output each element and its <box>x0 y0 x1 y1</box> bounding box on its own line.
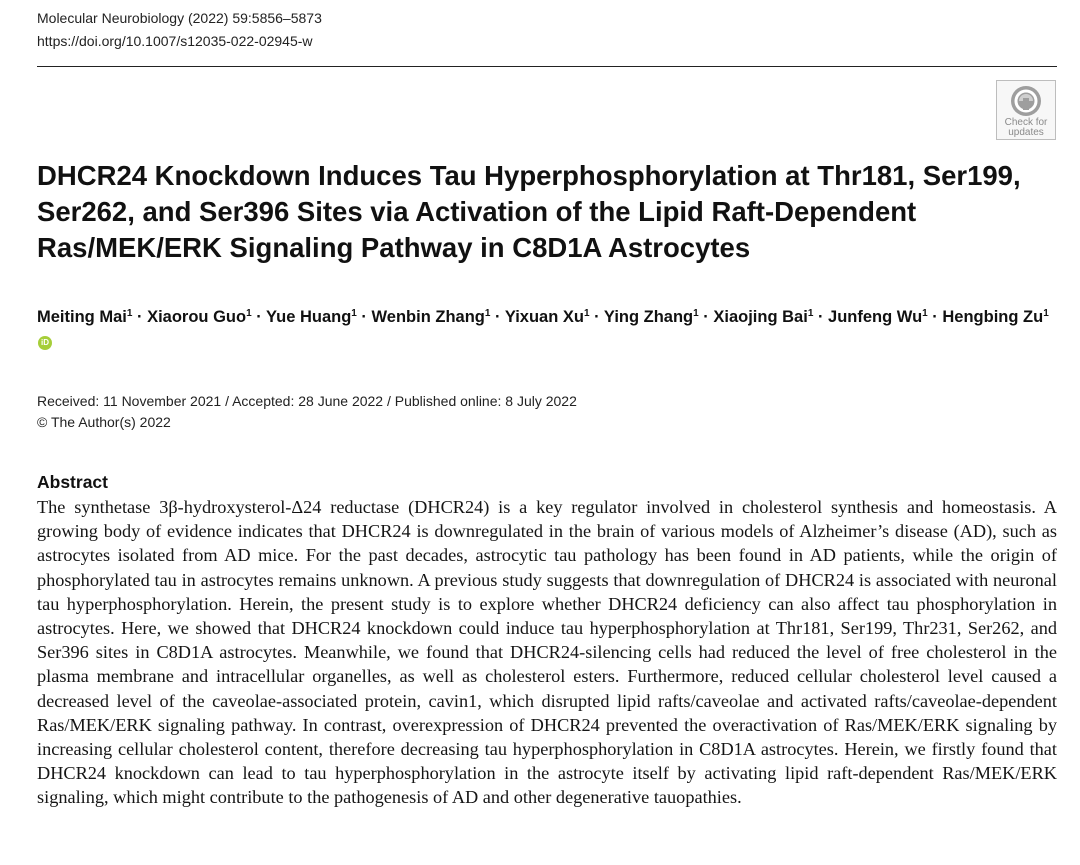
author[interactable] <box>372 308 491 326</box>
badge-line-1: Check for <box>1004 117 1048 128</box>
badge-line-2: updates <box>1008 127 1044 138</box>
author[interactable] <box>713 308 813 326</box>
author-affiliation: 1 <box>1043 308 1049 319</box>
publication-dates: Received: 11 November 2021 / Accepted: 28 June 2022 / Published online: 8 July 2022 <box>37 393 577 409</box>
author-separator: · <box>813 308 829 326</box>
author-separator: · <box>589 308 604 326</box>
check-for-updates-icon <box>1009 84 1043 118</box>
author[interactable] <box>604 308 699 326</box>
author-name: Xiaorou Guo <box>147 308 247 326</box>
author-separator: · <box>927 308 943 326</box>
author-affiliation: 1 <box>126 308 133 319</box>
author-name: Yixuan Xu <box>504 308 584 326</box>
orcid-icon[interactable]: iD <box>38 336 52 350</box>
author-affiliation: 1 <box>807 308 814 319</box>
author-affiliation: 1 <box>484 308 491 319</box>
author-affiliation: 1 <box>246 308 252 319</box>
abstract-body: The synthetase 3β-hydroxysterol-Δ24 reductase (DHCR24) is a key regulator involved in cholesterol synthesis and homeostasis. A growing body of evidence indicates that DHCR24 is downregulated in the brain of various models of Alzheimer’s disease (AD), such as astrocytes isolated from AD mice. For the past decades, astrocytic tau pathology has been found in AD patients, while the origin of phosphorylated tau in astrocytes remains unknown. A previous study suggests that downregulation of DHCR24 is associated with neuronal tau hyperphosphorylation. Herein, the present study is to explore whether DHCR24 deficiency can also affect tau phosphorylation in astrocytes. Here, we showed that DHCR24 knockdown could induce tau hyperphosphorylation at Thr181, Ser199, Thr231, Ser262, and Ser396 sites in C8D1A astrocytes. Meanwhile, we found that DHCR24-silencing cells had reduced the level of free cholesterol in the plasma membrane and intracellular organelles, as well as cholesterol esters. Furthermore, reduced cellular cholesterol level caused a decreased level of the caveolae-associated protein, cavin1, which disrupted lipid rafts/caveolae and activated rafts/caveolae-dependent Ras/MEK/​ERK signaling pathway. In contrast, overexpression of DHCR24 prevented the overactivation of Ras/MEK/ERK signaling by increasing cellular cholesterol content, therefore decreasing tau hyperphosphorylation in C8D1A astrocytes. Herein, we firstly found that DHCR24 knockdown can lead to tau hyperphosphorylation in the astrocyte itself by activating lipid raft-​dependent Ras/MEK/ERK signaling, which might contribute to the pathogenesis of AD and other degenerative tauopathies. <box>37 497 1057 808</box>
author-affiliation: 1 <box>922 308 928 319</box>
author-name: Ying Zhang <box>603 308 694 326</box>
author-name: Junfeng Wu <box>828 308 923 326</box>
author-separator: · <box>490 308 505 326</box>
header-divider <box>37 66 1057 67</box>
author-affiliation: 1 <box>583 308 590 319</box>
doi-link[interactable]: https://doi.org/10.1007/s12035-022-02945-w <box>37 33 313 49</box>
author[interactable] <box>147 308 252 326</box>
author[interactable] <box>828 308 928 326</box>
author-affiliation: 1 <box>693 308 699 319</box>
author-affiliation: 1 <box>351 308 357 319</box>
author-name: Meiting Mai <box>37 308 127 326</box>
author[interactable] <box>37 308 132 326</box>
author-name: Xiaojing Bai <box>713 308 808 326</box>
check-for-updates-badge[interactable] <box>996 80 1056 140</box>
author[interactable] <box>505 308 590 326</box>
author-name: Hengbing Zu <box>942 308 1044 326</box>
author-separator: · <box>698 308 714 326</box>
author-separator: · <box>251 308 267 326</box>
author-list <box>37 305 1062 353</box>
author[interactable] <box>266 308 357 326</box>
journal-citation: Molecular Neurobiology (2022) 59:5856–5873 <box>37 10 322 26</box>
author-name: Yue Huang <box>266 308 352 326</box>
author-separator: · <box>132 308 148 326</box>
abstract-heading: Abstract <box>37 472 108 492</box>
article-title: DHCR24 Knockdown Induces Tau Hyperphosphorylation at Thr181, Ser199, Ser262, and Ser396 Sites via Activation of the Lipid Raft-Dependent Ras/MEK/ERK Signaling Pathway in C8D1A Astrocytes <box>37 160 1021 263</box>
author-separator: · <box>356 308 372 326</box>
author-name: Wenbin Zhang <box>371 308 485 326</box>
copyright-notice: © The Author(s) 2022 <box>37 414 171 430</box>
